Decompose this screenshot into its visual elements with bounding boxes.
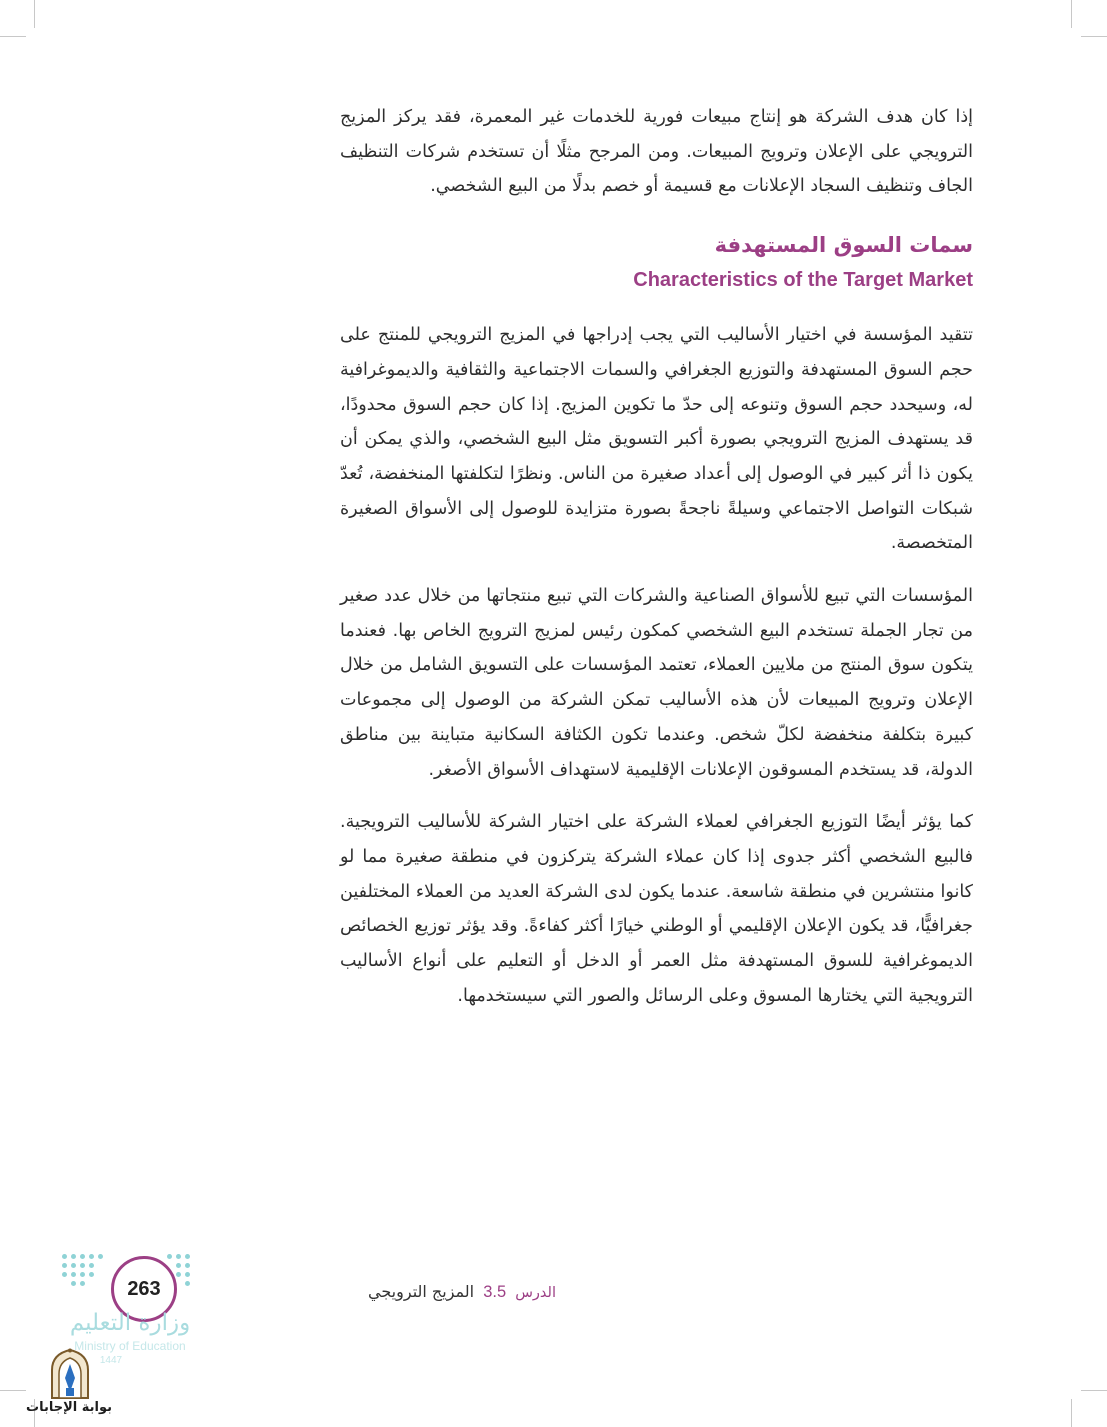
ministry-year: 1447: [99, 1355, 123, 1366]
crop-mark: [1081, 36, 1107, 37]
ministry-name-arabic: وزارة التعليم: [69, 1310, 191, 1336]
crop-mark: [0, 36, 26, 37]
crop-mark: [0, 1390, 26, 1391]
lesson-title: المزيج الترويجي: [368, 1282, 475, 1301]
gate-logo-icon: [46, 1348, 94, 1400]
watermark-text: بوابة الإجابات: [26, 1400, 112, 1415]
page-content: [340, 100, 973, 1013]
paragraph-market-size: تتقيد المؤسسة في اختيار الأساليب التي يجب إدراجها في المزيج الترويجي للمنتج على حجم السوق المستهدفة والتوزيع الجغرافي والسمات الاجتماعية والثقافية والديموغرافية له، وسيحدد حجم السوق وتنوعه إلى حدّ ما تكوين المزيج. إذا كان حجم السوق محدودًا، قد يستهدف المزيج الترويجي بصورة أكبر التسويق مثل البيع الشخصي، والذي يمكن أن يكون ذا أثر كبير في الوصول إلى أعداد صغيرة من الناس. ونظرًا لتكلفتها المنخفضة، تُعدّ شبكات التواصل الاجتماعي وسيلةً ناجحةً بصورة متزايدة للوصول إلى الأسواق الصغيرة المتخصصة.: [340, 325, 973, 554]
lesson-footer: [340, 1278, 556, 1306]
lesson-number: 3.5: [483, 1283, 507, 1301]
paragraph-industrial-markets: المؤسسات التي تبيع للأسواق الصناعية والشركات التي تبيع منتجاتها من خلال عدد صغير من تجار الجملة تستخدم البيع الشخصي كمكون رئيس لمزيج الترويج الخاص بها. فعندما يتكون سوق المنتج من ملايين العملاء، تعتمد المؤسسات على التسويق الشامل من خلال الإعلان وترويج المبيعات لأن هذه الأساليب تمكن الشركة من الوصول إلى مجموعات كبيرة بتكلفة منخفضة لكلّ شخص. وعندما تكون الكثافة السكانية متباينة بين مناطق الدولة، قد يستخدم المسوقون الإعلانات الإقليمية لاستهداف الأسواق الأصغر.: [340, 586, 973, 780]
ministry-name-english: Ministry of Education: [74, 1339, 186, 1353]
ministry-dots-left: [62, 1254, 112, 1288]
crop-mark: [1071, 0, 1072, 28]
page-number: 263: [127, 1277, 161, 1300]
crop-mark: [1081, 1390, 1107, 1391]
paragraph-immediate-sales: إذا كان هدف الشركة هو إنتاج مبيعات فورية للخدمات غير المعمرة، فقد يركز المزيج الترويجي على الإعلان وترويج المبيعات. ومن المرجح مثلًا أن تستخدم شركات التنظيف الجاف وتنظيف السجاد الإعلانات مع قسيمة أو خصم بدلًا من البيع الشخصي.: [340, 107, 973, 197]
paragraph-geographic-distribution: كما يؤثر أيضًا التوزيع الجغرافي لعملاء الشركة على اختيار الشركة للأساليب الترويجية. فالبيع الشخصي أكثر جدوى إذا كان عملاء الشركة يتركزون في منطقة صغيرة مما لو كانوا منتشرين في منطقة شاسعة. عندما يكون لدى الشركة العديد من العملاء المختلفين جغرافيًّا، قد يكون الإعلان الإقليمي أو الوطني خيارًا أكثر كفاءةً. وقد يؤثر توزيع الخصائص الديموغرافية للسوق المستهدفة مثل العمر أو الدخل أو التعليم على أنواع الأساليب الترويجية التي يختارها المسوق وعلى الرسائل والصور التي سيستخدمها.: [340, 812, 973, 1006]
crop-mark: [34, 0, 35, 28]
section-heading-arabic: سمات السوق المستهدفة: [714, 233, 973, 258]
lesson-label: الدرس: [515, 1285, 556, 1301]
crop-mark: [1071, 1399, 1072, 1427]
section-heading-english: Characteristics of the Target Market: [633, 269, 973, 292]
